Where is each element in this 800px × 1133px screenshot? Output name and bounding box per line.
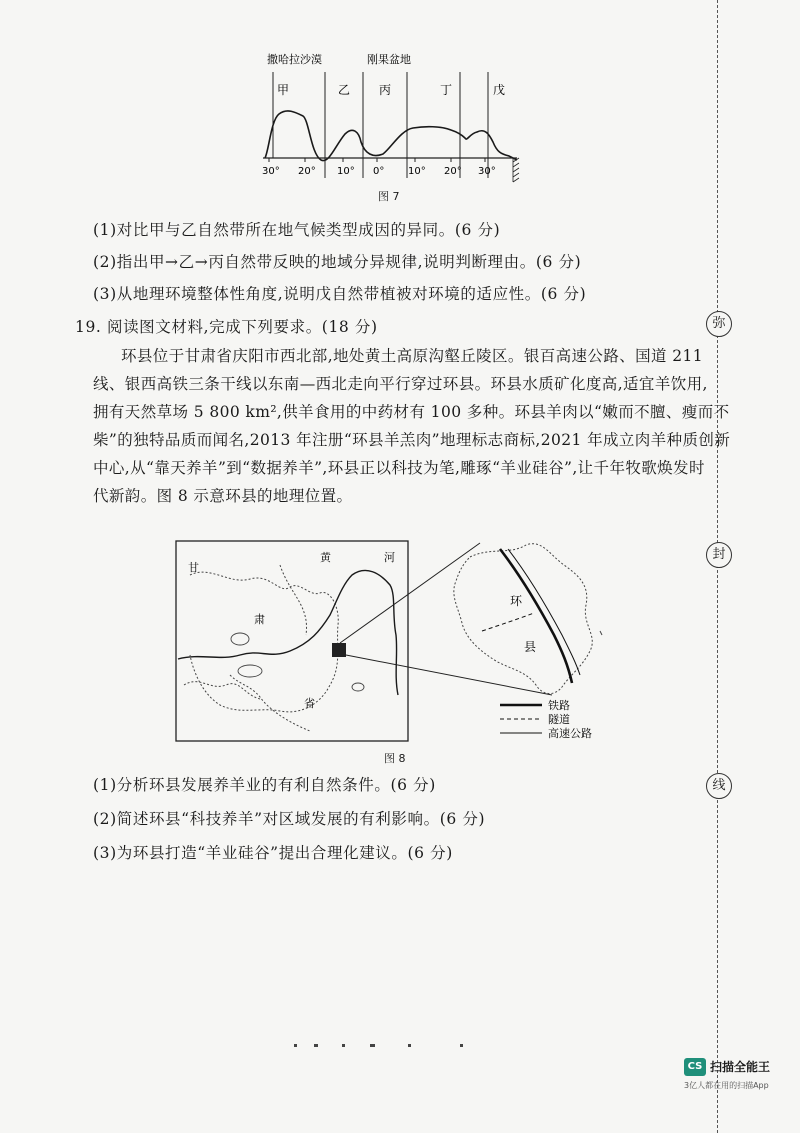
q18-sub1: (1)对比甲与乙自然带所在地气候类型成因的异同。(6 分) — [93, 221, 501, 239]
tick-30s: 30° — [262, 166, 280, 177]
label-sahara: 撒哈拉沙漠 — [267, 53, 322, 66]
inset-label-huan: 环 — [510, 594, 523, 608]
figure7-caption: 图 7 — [378, 190, 400, 203]
figure8-map — [170, 535, 630, 747]
label-huang: 黄 — [320, 551, 331, 564]
figure7-profile — [255, 50, 525, 190]
scan-artifact — [290, 1040, 480, 1050]
seal-xian: 线 — [706, 773, 732, 799]
huan-county-outline — [454, 544, 592, 694]
tick-marks — [269, 158, 485, 162]
tick-10s: 10° — [337, 166, 355, 177]
q19-heading: 19. 阅读图文材料,完成下列要求。(18 分) — [75, 318, 378, 336]
q19-passage — [93, 342, 731, 510]
q19-sub1: (1)分析环县发展养羊业的有利自然条件。(6 分) — [93, 776, 436, 794]
inset-tunnel — [482, 613, 534, 631]
zone-ding: 丁 — [440, 83, 453, 97]
seal-mi: 弥 — [706, 311, 732, 337]
tick-20s: 20° — [298, 166, 316, 177]
legend-railway: 铁路 — [548, 699, 570, 712]
inset-highway — [508, 549, 580, 675]
q19-sub3: (3)为环县打造“羊业硅谷”提出合理化建议。(6 分) — [93, 844, 453, 862]
brand-tagline: 3亿人都在用的扫描App — [684, 1081, 769, 1090]
leader-line-top — [340, 543, 480, 643]
leader-line-bottom — [346, 655, 552, 695]
passage-line-2: 线、银西高铁三条干线以东南—西北走向平行穿过环县。环县水质矿化度高,适宜羊饮用, — [93, 375, 708, 393]
zone-yi: 乙 — [338, 83, 351, 97]
inset-label-xian: 县 — [524, 640, 537, 654]
seal-feng: 封 — [706, 542, 732, 568]
zone-bing: 丙 — [379, 83, 392, 97]
passage-line-6: 代新韵。图 8 示意环县的地理位置。 — [93, 487, 353, 505]
passage-line-4: 柴”的独特品质而闻名,2013 年注册“环县羊羔肉”地理标志商标,2021 年成立肉羊种质创新 — [93, 431, 731, 449]
legend — [500, 698, 592, 740]
label-gan: 甘 — [188, 561, 199, 574]
brand-name: 扫描全能王 — [710, 1060, 771, 1074]
label-su: 肃 — [254, 613, 265, 626]
zone-wu: 戊 — [493, 83, 506, 97]
legend-tunnel: 隧道 — [548, 713, 570, 726]
figure8-caption: 图 8 — [384, 752, 406, 765]
map-frame — [176, 541, 408, 741]
inset-railway — [500, 549, 572, 683]
passage-line-3: 拥有天然草场 5 800 km²,供羊食用的中药材有 100 多种。环县羊肉以“嫩而不膻、瘦而不 — [93, 403, 730, 421]
cs-logo-icon: CS — [684, 1058, 706, 1076]
label-sheng: 省 — [304, 697, 315, 710]
passage-line-5: 中心,从“靠天养羊”到“数据养羊”,环县正以科技为笔,雕琢“羊业硅谷”,让千年牧歌焕发时 — [93, 459, 705, 477]
tick-0: 0° — [373, 166, 385, 177]
tick-30n: 30° — [478, 166, 496, 177]
q18-sub2: (2)指出甲→乙→丙自然带反映的地域分异规律,说明判断理由。(6 分) — [93, 253, 582, 271]
province-boundary — [190, 572, 338, 712]
tick-20n: 20° — [444, 166, 462, 177]
profile-curve — [265, 111, 517, 161]
sea-hatch — [513, 158, 519, 182]
label-he: 河 — [384, 551, 395, 564]
tick-10n: 10° — [408, 166, 426, 177]
huan-county-marker — [332, 643, 346, 657]
zone-jia: 甲 — [277, 83, 290, 97]
q19-sub2: (2)简述环县“科技养羊”对区域发展的有利影响。(6 分) — [93, 810, 486, 828]
label-congo-basin: 刚果盆地 — [367, 53, 411, 66]
passage-line-1: 环县位于甘肃省庆阳市西北部,地处黄土高原沟壑丘陵区。银百高速公路、国道 211 — [121, 347, 704, 365]
yellow-river — [178, 570, 398, 695]
q18-sub3: (3)从地理环境整体性角度,说明戊自然带植被对环境的适应性。(6 分) — [93, 285, 587, 303]
legend-highway: 高速公路 — [548, 727, 592, 740]
